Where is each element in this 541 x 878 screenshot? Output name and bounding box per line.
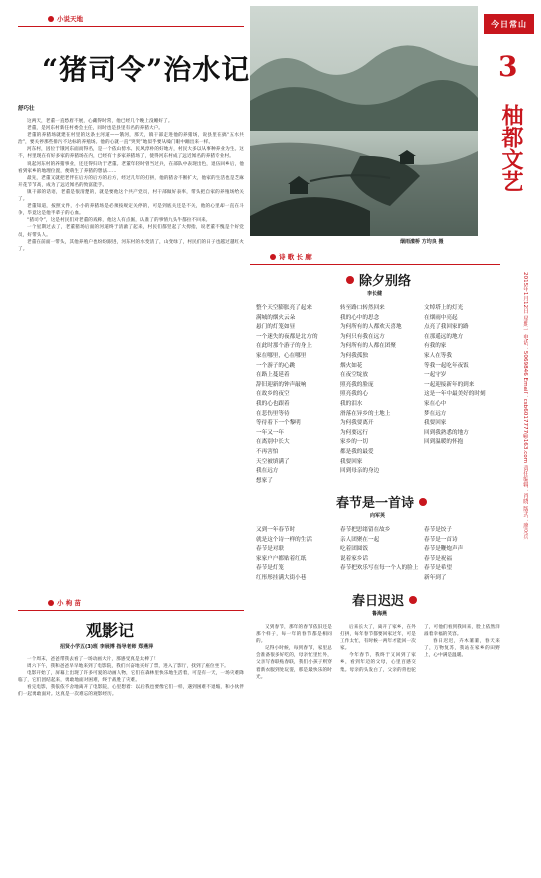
poem-line: 春节是饺子 — [424, 527, 452, 533]
poem-line: 我的泪水 — [340, 400, 363, 407]
flower-icon — [345, 275, 355, 285]
divider — [250, 264, 500, 265]
poem1-author: 李长健 — [367, 291, 383, 297]
story3-paragraph: 春日迟迟，卉木萋萋，春天来了，万物复苏，我站在家乡的田野上，心中满是温暖。 — [424, 639, 500, 659]
poem-line: 春节是鞭炮声声 — [424, 546, 464, 553]
poem-line: 在故乡的夜空 — [256, 391, 290, 398]
story-paragraph: 老董，是河东村新任村委会主任，同时也是县里有名的养猪大户。 — [27, 126, 164, 132]
story2-author: 招贤小学五(3)班 李展博 指导老师 郑燕萍 — [60, 644, 154, 650]
poem-line: 一年又一年 — [256, 429, 284, 436]
poem-line: 文绰塔上的灯光 — [424, 305, 464, 311]
poem-line: 为何只有我在远方 — [340, 333, 385, 340]
poem2-col3 — [424, 526, 502, 584]
poem-line: 滑落在异乡的土地上 — [340, 410, 391, 417]
poem-line: 春节是一首诗 — [424, 536, 458, 543]
story-paragraph: “猪司令”，这是村民们对老董的戏称，他这人有点倔，认准了的事情九头牛都拉不回来。 — [27, 218, 211, 224]
poem-line: 回到我熟悉的地方 — [424, 429, 469, 436]
story2-paragraph: 一个周末，爸爸带我去看了一场动画大片，那感受真是太棒了！ — [27, 657, 159, 662]
poem-line: 春节是灯笼 — [256, 565, 284, 572]
poem-line: 整个天空膨胀亮了起来 — [256, 305, 312, 311]
story3-paragraph: 后来长大了，离开了家乡，在外打拼，每年春节都要回家过年，可是工作太忙，有时候一两年才能回一次家。 — [340, 625, 416, 652]
poem1-title — [345, 270, 411, 289]
poem2-title — [336, 492, 428, 511]
poem-line: 一个迷失的夜都是北方的 — [256, 333, 318, 340]
poem-line: 辞旧迎新的钟声敲响 — [256, 381, 307, 388]
poem-line: 在路上蔓延着 — [256, 372, 290, 379]
poem-line: 家人在等我 — [424, 352, 452, 359]
landscape-painting — [250, 6, 478, 236]
bullet-icon — [48, 16, 54, 22]
poem-line: 想家了 — [256, 477, 273, 484]
story-paragraph: 河东村，因位于饿河东面而得名，是一个依山傍水、民风淳朴的好地方，村民大多以从事种养业为生。这不，村里现在有好多家的养猪场在内，已经有十多家养猪场了，使得河东村成了远近闻名的养猪专业村。 — [18, 147, 244, 160]
poem-line: 有我的家 — [424, 343, 447, 350]
story2-paragraph: 周六下午，我和爸爸早早地来到了电影院，我们兴奋地买好了票，进入了影厅，找到了座位坐下。 — [27, 664, 229, 670]
story-paragraph: 一个星期过去了，老董猪场后面的河道终于清澈了起来，村民们都竖起了大拇指，说老董不愧是个好党员，好带头人。 — [18, 225, 244, 238]
section-title: 柚都文艺 — [498, 104, 524, 192]
section-tag-seedling-label: 小 枸 苗 — [57, 599, 82, 607]
poem-line: 春节是祝福 — [424, 555, 452, 562]
poem2-col2 — [340, 526, 420, 574]
story3-paragraph: 又到春节，那年的春节依旧还是那个样子，每一年的春节都是相同的。 — [256, 625, 332, 645]
poem-line: 家在心中 — [424, 400, 447, 407]
story2-title: 观影记 — [86, 621, 135, 640]
poem-line: 为何所有的人都欢天喜地 — [340, 324, 402, 331]
poem-line: 点亮了我回家的路 — [424, 324, 469, 331]
poem-line: 在那遥远的地方 — [424, 333, 464, 340]
poem-line: 我要回家 — [340, 458, 363, 465]
poem2-title-text: 春节是一首诗 — [336, 496, 415, 511]
poem-line: 照亮我的心 — [340, 391, 368, 398]
poem-line: 说着家乡话 — [340, 555, 368, 562]
story2-paragraph: 电影开始了，屏幕上出现了许多可爱的动画人物，它们在森林里快乐地生活着，可是有一天，一场灾难降临了，它们团结起来，勇敢地面对困难，终于战胜了灾难。 — [18, 671, 244, 684]
poem-line: 满城的烟火云朵 — [256, 314, 296, 321]
left-column — [18, 6, 251, 874]
section-tag-seedling — [48, 598, 81, 607]
poem-line: 我要回家 — [424, 420, 447, 427]
poem-line: 红彤彤挂满大街小巷 — [256, 574, 307, 581]
story2-paragraph: 看完电影，我依依不舍地离开了电影院，心里想着：以后我也要像它们一样，遇到困难不退缩，和小伙伴们一起勇敢面对。这真是一次难忘的观影经历。 — [18, 685, 244, 698]
story-title: “猪司令”治水记 — [42, 53, 251, 86]
story-paragraph: 最先，老董又就把老伴在后方的后方的后方，经过几年的打拼，他的猪舍不断扩大，他家的生活也是芝麻开花节节高，成为了远近闻名的致富能手。 — [18, 175, 244, 188]
story3-body — [256, 624, 500, 874]
poem-line: 亲人团聚在一起 — [340, 536, 380, 543]
painting — [250, 6, 478, 236]
poem-line: 在悲伤里等待 — [256, 410, 290, 417]
poem-line: 春节把思绪留在故乡 — [340, 527, 391, 533]
poem-line: 家乡的一切 — [340, 439, 368, 446]
poem-line: 为何要远行 — [340, 429, 368, 436]
story3-title — [352, 590, 418, 609]
flower-icon — [408, 595, 418, 605]
masthead-logo — [484, 14, 534, 34]
poem-line: 等我一起吃年夜饭 — [424, 362, 469, 369]
poem-line: 一起迎接新年的到来 — [424, 381, 475, 388]
poem1-title-text: 除夕别络 — [359, 274, 412, 289]
poem-line: 吃着团圆饭 — [340, 546, 368, 553]
poem-line: 梦在远方 — [424, 410, 447, 417]
poem-line: 又到一年春节时 — [256, 527, 296, 533]
poem1-col2 — [340, 304, 420, 477]
poem-line: 在夜空绽放 — [340, 372, 368, 379]
story3-paragraph: 记得小时候，每到春节，家里总会准备很多好吃的，母亲忙里忙外，父亲写春联贴春联，我们小孩子则穿着新衣服到处玩耍，那是最快乐的时光。 — [256, 646, 332, 680]
poem-line: 新年到了 — [424, 574, 447, 581]
poem1-col3 — [424, 304, 502, 448]
divider — [18, 26, 244, 27]
poem-line: 春节把欢乐写在每一个人的脸上 — [340, 565, 419, 572]
story3-paragraph: 今年春节，我终于又回到了家乡，看到年迈的父母，心里百感交集。母亲的头发白了，父亲的背也驼了，可他们看到我回来，脸上依然洋溢着幸福的笑容。 — [340, 625, 500, 673]
story-paragraph: 这两天，老董一直愁眉不展，心藏得时常，他已经几个晚上没睡好了。 — [27, 119, 173, 124]
poem-line: 悬门的灯笼如昼 — [256, 324, 296, 331]
poem-line: 家家户户都贴着红纸 — [256, 555, 307, 562]
divider — [18, 610, 244, 611]
poem-line: 为何所有的人都在团聚 — [340, 343, 396, 350]
poem-line: 为何我要离开 — [340, 420, 374, 427]
poem-line: 回到母亲的身边 — [340, 468, 380, 475]
section-tag-poetry — [270, 252, 312, 261]
poem-line: 回到温暖的怀抱 — [424, 439, 464, 446]
poem2-col1 — [256, 526, 336, 584]
story-paragraph: 老董知道，按照文件，小小的养猪场是必须按规定关停的，可是到底关还是不关，他的心里却一直在斗争，毕竟这是他半辈子的心血。 — [18, 204, 244, 217]
flower-icon — [418, 497, 428, 507]
poem2-author: 向军英 — [370, 513, 386, 519]
poem-line: 在离别中长大 — [256, 439, 290, 446]
poem-line: 等待着下一个黎明 — [256, 420, 301, 427]
story-paragraph: 老董的养猪场就建在村里的这条主河道——饿河，那天，镇干部走进他的养猪场，说县里在搞“五水共治”，要关停那些排污不达标的养殖场。他的心就一直“突突”地似乎要从嗓门眼中蹦出来一样。 — [18, 133, 244, 146]
page-number: 3 — [498, 50, 518, 83]
bullet-icon — [270, 254, 276, 260]
story3-author: 鲁海燕 — [372, 611, 388, 617]
poem-line: 春节是希望 — [424, 565, 452, 572]
section-tag-novel — [48, 14, 83, 23]
poem-line: 都是我的最爱 — [340, 448, 374, 455]
poem-line: 家在哪里，心在哪里 — [256, 352, 307, 359]
story-body — [18, 118, 244, 596]
side-info: 2015年1月12日 星期一 电话：5069846 Email：csb6017777@163.com 责任编辑：肖晓 版式：廖克兵 — [522, 272, 528, 540]
story2-body — [18, 656, 244, 872]
bullet-icon — [48, 600, 54, 606]
poem-line: 就是这个诗一样的生活 — [256, 536, 312, 543]
poem-line: 转至路口转然回来 — [340, 305, 385, 311]
poem-line: 春节是对联 — [256, 546, 284, 553]
story-author: 舒巧壮 — [18, 106, 35, 112]
poem1-col1 — [256, 304, 336, 486]
painting-caption: 烟雨漾桥 方均良 摄 — [400, 239, 444, 245]
poem-line: 照亮我的脸庞 — [340, 381, 374, 388]
poem-line: 烟火如花 — [340, 362, 363, 369]
story-paragraph: 镇干部的话语，老董是很清楚的，就是要他这个共产党员，村干部做好表率，带头把自家的养殖场给关了。 — [18, 189, 244, 203]
poem-line: 这是一年中最美好的时刻 — [424, 391, 486, 398]
section-tag-poetry-label: 诗 歌 长 廊 — [279, 253, 312, 261]
poem-line: 我在远方 — [256, 468, 279, 475]
poem-line: 一起守岁 — [424, 372, 447, 379]
section-tag-novel-label: 小说天地 — [57, 15, 83, 23]
story3-title-text: 春日迟迟 — [352, 594, 405, 609]
poem-line: 在此时那个游子的身上 — [256, 343, 312, 350]
poem-line: 我的心也跟着 — [256, 400, 290, 407]
poem-line: 我的心中的思念 — [340, 314, 380, 321]
story-paragraph: 说起河东村的养猪事业，还还得归功于老董。老董年轻时曾当过兵，在部队中表现出色，退伍回乡后，他看到家乡的地理位置，便萌生了养猪的想法…… — [18, 161, 244, 174]
poem-line: 在烟雨中亮起 — [424, 314, 458, 321]
poem-line: 不再害怕 — [256, 448, 279, 455]
poem-line: 为何我孤独 — [340, 352, 368, 359]
poem-line: 天空被填满了 — [256, 458, 290, 465]
masthead-logo-text: 今日常山 — [491, 18, 527, 29]
poem-line: 一个游子的心跳 — [256, 362, 296, 369]
story-paragraph: 老董在前面一带头，其他养殖户也纷纷跟进，河东村的水变清了，山变绿了，村民们的日子也越过越红火了。 — [18, 239, 244, 252]
